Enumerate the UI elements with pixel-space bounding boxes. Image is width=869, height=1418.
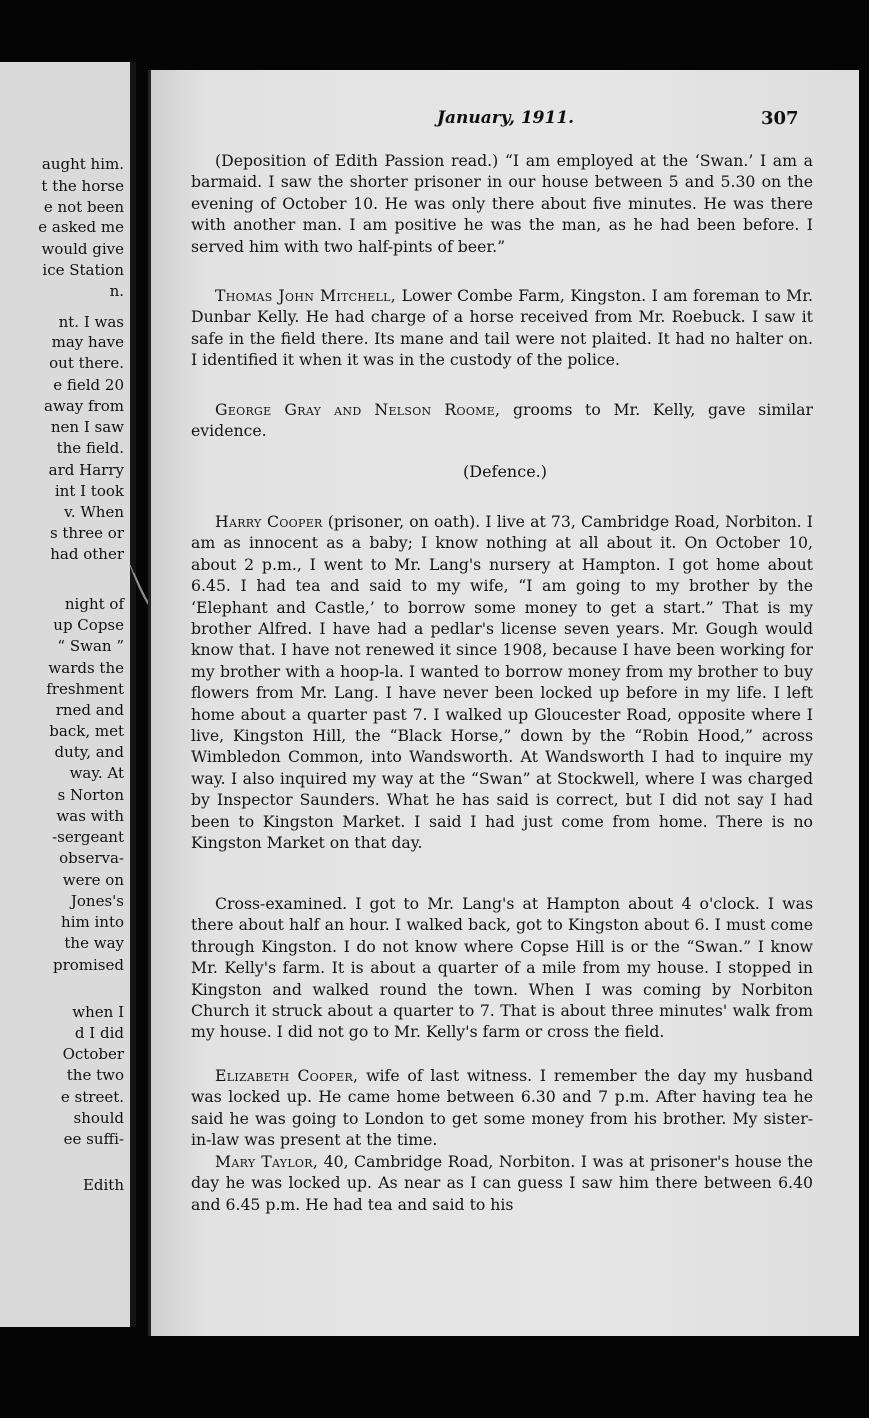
facing-page-line: e street. [60,1088,124,1106]
facing-page-line: -sergeant [52,828,124,846]
facing-page-line: back, met [49,722,124,740]
facing-page-line: nt. I was [58,313,124,331]
facing-page-line: aught him. [41,155,124,173]
facing-page-line: s three or [49,524,124,542]
deposition-paragraph [191,150,813,257]
facing-page-line: would give [41,240,124,258]
facing-page-line: when I [72,1003,124,1021]
facing-page-line: the two [66,1066,124,1084]
paragraph-text: grooms to Mr. Kelly, gave similar evidence. [191,400,813,441]
facing-page-line: observa- [59,849,124,867]
facing-page-line: were on [62,871,124,889]
facing-page-line: him into [61,913,124,931]
facing-page-line: the field. [56,439,124,457]
paragraph-text: Cross-examined. I got to Mr. Lang's at Hampton about 4 o'clock. I was there about half an hour. I walked back, got to Kingston about 6. I must come through Kingston. I do not know where Copse Hill is or the “Swan.” I know Mr. Kelly's farm. It is about a quarter of a mile from my house. I stopped in Kingston and walked round the town. When I was coming by Norbiton Church it struck about a quarter to 7. That is about three minutes' walk from my house. I did not go to Mr. Kelly's farm or cross the field. [191,894,813,1042]
elizabeth-cooper-paragraph [191,1065,813,1151]
facing-page-line: int I took [54,482,124,500]
defence-heading: (Defence.) [463,462,547,481]
facing-page-line: Edith [82,1176,124,1194]
facing-page-line: was with [56,807,124,825]
paragraph-text: wife of last witness. I remember the day my husband was locked up. He came home between 6.30 and 7 p.m. After having tea he said he was going to London to get some money from his brother. My sister-in-law was present at the time. [191,1066,813,1150]
harry-cooper-paragraph [191,511,813,854]
facing-page-line: should [73,1109,124,1127]
facing-page-line: nen I saw [50,418,124,436]
facing-page-line: night of [64,595,124,613]
facing-page-line: away from [44,397,124,415]
facing-page-line: duty, and [54,743,124,761]
facing-page-line: up Copse [53,616,124,634]
facing-page-line: rned and [55,701,124,719]
mitchell-paragraph [191,285,813,371]
facing-page-line: Jones's [70,892,124,910]
facing-page-line: promised [52,956,124,974]
facing-page-line: v. When [64,503,124,521]
witness-name: Harry Cooper [215,512,323,531]
mary-taylor-paragraph [191,1151,813,1215]
facing-page-line: the way [64,934,124,952]
grooms-paragraph [191,399,813,442]
paragraph-text: 40, Cambridge Road, Norbiton. I was at prisoner's house the day he was locked up. As near as I can guess I saw him there between 6.40 and 6.45 p.m. He had tea and said to his [191,1152,813,1214]
facing-page-line: t the horse [41,177,124,195]
witness-name: George Gray and Nelson Roome, [215,400,501,419]
facing-page-line: way. At [69,764,124,782]
facing-page-line: ice Station [42,261,124,279]
facing-page-line: had other [50,545,124,563]
facing-page-line: out there. [49,354,124,372]
page-307 [148,70,859,1336]
cross-examined-paragraph [191,893,813,1043]
paragraph-text: Lower Combe Farm, Kingston. I am foreman to Mr. Dunbar Kelly. He had charge of a horse received from Mr. Roebuck. I saw it safe in the field there. Its mane and tail were not plaited. It had no halter on. I identified it when it was in the custody of the police. [191,286,813,370]
facing-page-line: e not been [43,198,124,216]
facing-page-line: wards the [48,659,124,677]
facing-page-line: “ Swan ” [57,637,124,655]
facing-page-left [0,62,136,1327]
facing-page-line: e field 20 [53,376,124,394]
facing-page-line: freshment [46,680,124,698]
facing-page-line: ee suffi- [63,1130,124,1148]
facing-page-line: may have [51,333,124,351]
running-head-date: January, 1911. [437,108,575,128]
witness-name: Elizabeth Cooper, [215,1066,359,1085]
facing-page-line: d I did [74,1024,124,1042]
paragraph-text: (prisoner, on oath). I live at 73, Cambridge Road, Norbiton. I am as innocent as a baby; I know nothing at all about it. On October 10, about 2 p.m., I went to Mr. Lang's nursery at Hampton. I got home about 6.45. I had tea and said to my wife, “I am going to my brother by the ‘Elephant and Castle,’ to borrow some money to get a start.” That is my brother Alfred. I have had a pedlar's license seven years. Mr. Gough would know that. I have not renewed it since 1908, because I have been working for my brother with a hoop-la. I wanted to borrow money from my brother to buy flowers from Mr. Lang. I have never been locked up before in my life. I left home about a quarter past 7. I walked up Gloucester Road, opposite where I live, Kingston Hill, the “Black Horse,” down by the “Robin Hood,” across Wimbledon Common, into Wandsworth. At Wandsworth I had to inquire my way. I also inquired my way at the “Swan” at Stockwell, where I was charged by Inspector Saunders. What he has said is correct, but I did not say I had been to Kingston Market. I said I had just come from home. There is no Kingston Market on that day. [191,512,814,853]
facing-page-line: ard Harry [48,461,124,479]
facing-page-line: s Norton [57,786,124,804]
witness-name: Thomas John Mitchell, [215,286,397,305]
facing-page-line: e asked me [38,218,124,236]
facing-page-line: October [62,1045,124,1063]
paragraph-text: (Deposition of Edith Passion read.) “I am employed at the ‘Swan.’ I am a barmaid. I saw the shorter prisoner in our house between 5 and 5.30 on the evening of October 10. He was only there about five minutes. He was there with another man. I am positive he was the man, as he had been before. I served him with two half-pints of beer.” [191,151,813,256]
facing-page-line: n. [109,282,124,300]
page-number: 307 [761,108,799,129]
witness-name: Mary Taylor, [215,1152,319,1171]
